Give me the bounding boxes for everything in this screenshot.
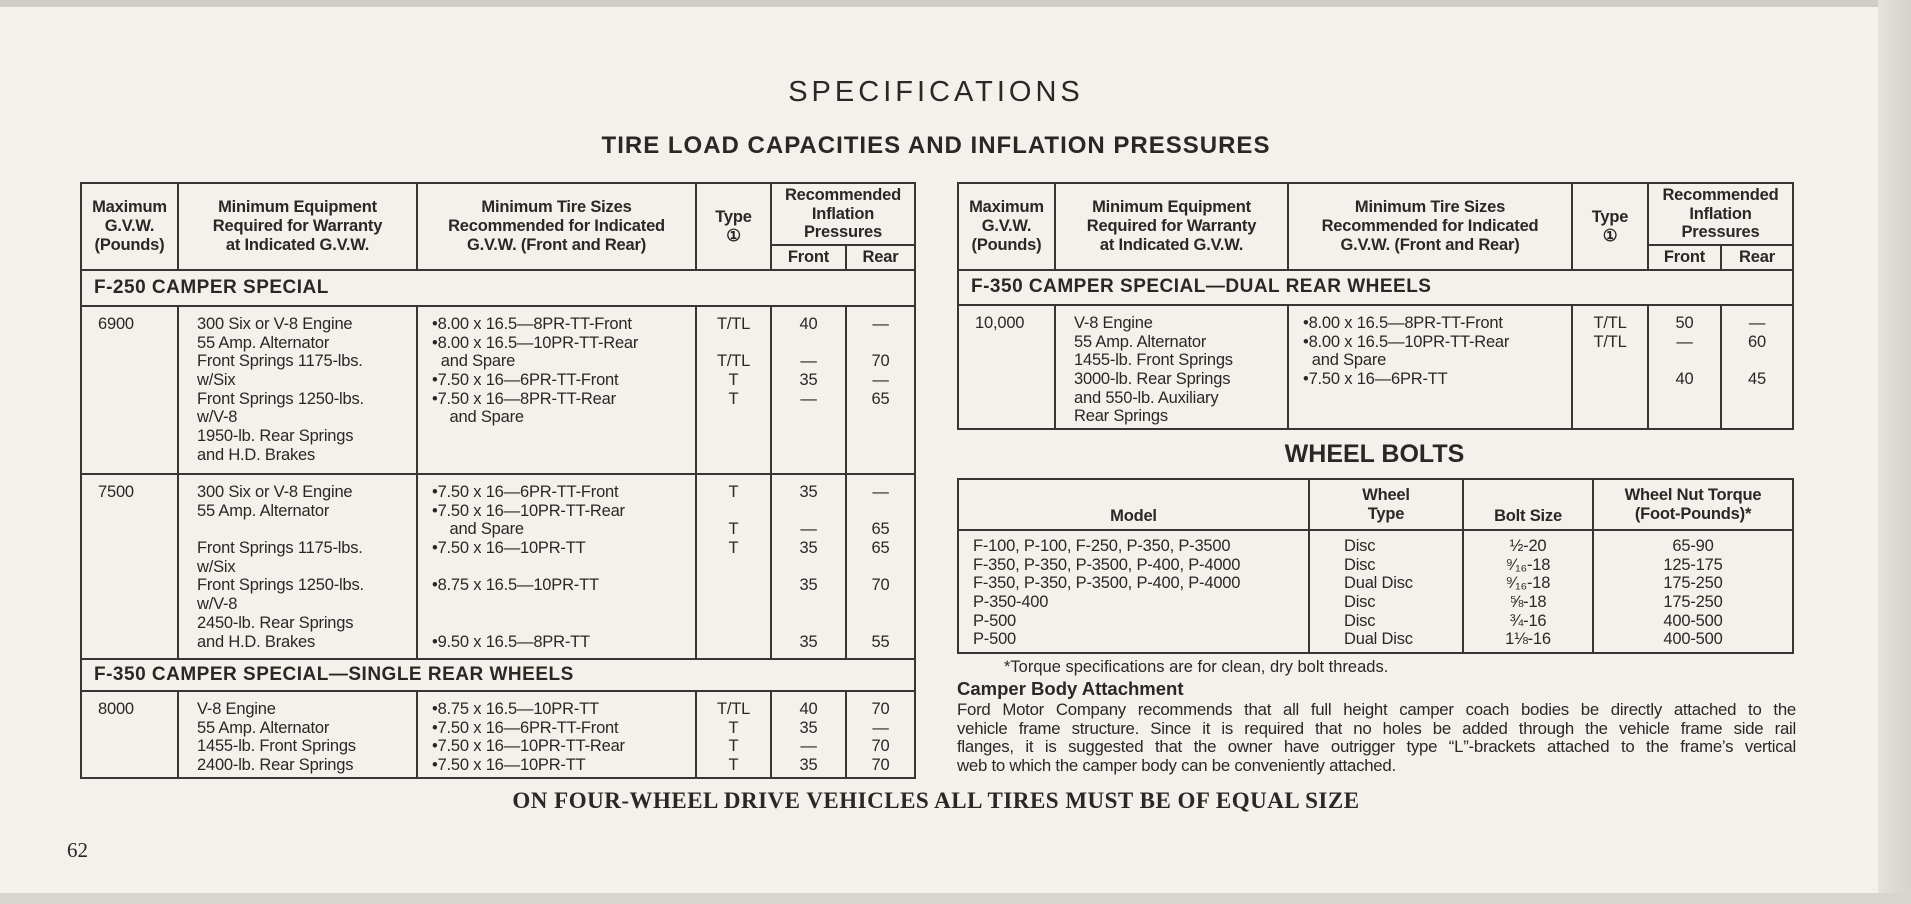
front-pressure-line: 40 [1675, 370, 1694, 389]
header-torque [1593, 479, 1793, 530]
equipment-cell [1055, 305, 1288, 429]
tire-sizes-line: •7.50 x 16—6PR-TT-Front [432, 371, 619, 390]
wheel-type-line: Disc [1344, 611, 1376, 630]
section-row [81, 270, 915, 306]
front-pressure-line: — [800, 352, 817, 371]
front-pressure-cell [1648, 305, 1721, 429]
gvw-cell: 10,000 [958, 305, 1055, 429]
header-min-equipment-line: Minimum Equipment [218, 198, 377, 217]
equipment-line: w/V-8 [197, 408, 238, 427]
torque-line: 65-90 [1672, 537, 1714, 555]
equipment-line [197, 520, 416, 539]
model-line: F-350, P-350, P-3500, P-400, P-4000 [973, 555, 1241, 574]
header-front: Front [1648, 245, 1721, 270]
tire-sizes-line: •7.50 x 16—10PR-TT-Rear [432, 737, 625, 756]
type-line: T [728, 520, 739, 539]
rear-pressure-line [847, 558, 914, 577]
section-row [81, 659, 915, 691]
header-max-gvw [81, 183, 178, 270]
gvw-cell: 6900 [81, 306, 178, 474]
equipment-line: and 550-lb. Auxiliary [1074, 388, 1219, 407]
equipment-cell [178, 474, 417, 659]
header-front: Front [771, 245, 846, 270]
rear-pressure-cell [846, 474, 915, 659]
tire-table-right [957, 182, 1794, 430]
rear-pressure-line: — [1748, 314, 1766, 332]
header-max-gvw-line: G.V.W. [104, 217, 155, 236]
tire-sizes-line: and Spare [1303, 351, 1387, 370]
front-pressure-line: 35 [799, 756, 818, 775]
tire-sizes-line [432, 595, 695, 614]
front-pressure-line: 35 [799, 371, 818, 390]
equipment-line: w/Six [197, 557, 236, 576]
type-footnote-marker: ① [1602, 226, 1618, 245]
header-inflation-pressures-line: Inflation [1689, 204, 1752, 223]
equipment-line: 55 Amp. Alternator [1074, 332, 1207, 351]
torque-cell [1593, 530, 1793, 653]
header-max-gvw-line: G.V.W. [981, 217, 1032, 236]
front-pressure-cell [771, 306, 846, 474]
model-line: P-500 [973, 611, 1017, 630]
tire-sizes-line: •8.75 x 16.5—10PR-TT [432, 700, 599, 718]
rear-pressure-line: 65 [871, 539, 890, 558]
front-pressure-line [772, 558, 845, 577]
equipment-line: 1455-lb. Front Springs [1074, 351, 1233, 370]
header-row [958, 183, 1793, 245]
header-max-gvw-line: (Pounds) [94, 235, 165, 254]
tire-sizes-line: •7.50 x 16—8PR-TT-Rear [432, 389, 616, 408]
equipment-line: 2450-lb. Rear Springs [197, 613, 354, 632]
header-max-gvw-line: (Pounds) [971, 235, 1042, 254]
page-number: 62 [67, 838, 88, 862]
header-torque-line: (Foot-Pounds)* [1634, 504, 1752, 523]
equipment-line: 1455-lb. Front Springs [197, 737, 356, 756]
type-line: T/TL [716, 700, 751, 718]
equipment-line: 55 Amp. Alternator [197, 501, 330, 520]
equipment-line: 300 Six or V-8 Engine [197, 483, 353, 501]
tire-sizes-line: •8.75 x 16.5—10PR-TT [432, 576, 599, 595]
tire-sizes-line [432, 614, 695, 633]
paragraph-line: web to which the camper body can be conveniently attached. [957, 756, 1396, 776]
equipment-line: w/Six [197, 371, 236, 390]
rear-pressure-cell [846, 306, 915, 474]
header-min-equipment-line: Minimum Equipment [1092, 198, 1251, 217]
front-pressure-line: 35 [799, 718, 818, 737]
rear-pressure-line: — [872, 315, 889, 333]
paragraph-line: flanges, it is suggested that the owner have outrigger type “L”-brackets attached to the frame’s vertical [957, 737, 1796, 757]
header-inflation-pressures [1648, 183, 1793, 245]
equipment-line: 55 Amp. Alternator [197, 333, 330, 352]
header-inflation-pressures-line: Pressures [1681, 223, 1760, 242]
front-pressure-line: 35 [799, 632, 818, 651]
type-cell [696, 306, 771, 474]
header-inflation-pressures-line: Pressures [803, 223, 882, 242]
header-rear: Rear [1721, 245, 1793, 270]
tire-table-left [80, 182, 916, 779]
tire-sizes-line: •8.00 x 16.5—8PR-TT-Front [432, 315, 632, 333]
front-pressure-line [772, 334, 845, 353]
type-line: T [728, 371, 739, 390]
header-inflation-pressures-line: Recommended [784, 185, 902, 204]
type-line [697, 502, 770, 521]
page-top-edge [0, 0, 1911, 7]
bolts-header-row [958, 479, 1793, 530]
tire-sizes-cell [1288, 305, 1572, 429]
equipment-cell [178, 691, 417, 778]
rear-pressure-line: 45 [1748, 370, 1766, 389]
equipment-line: and H.D. Brakes [197, 632, 316, 651]
tire-sizes-cell [417, 474, 696, 659]
tire-sizes-line: •9.50 x 16.5—8PR-TT [432, 632, 590, 651]
front-pressure-cell [771, 691, 846, 778]
front-pressure-cell [771, 474, 846, 659]
rear-pressure-line: 70 [871, 576, 890, 595]
type-cell [1572, 305, 1648, 429]
gvw-cell: 8000 [81, 691, 178, 778]
type-line: T/TL [1593, 332, 1627, 351]
header-torque-line: Wheel Nut Torque [1624, 485, 1762, 504]
header-type [1572, 183, 1648, 270]
header-wheel-type [1309, 479, 1463, 530]
bolt-size-line: ⅝-18 [1509, 593, 1547, 612]
tire-sizes-line: and Spare [432, 520, 524, 539]
header-type-label: Type [1591, 208, 1629, 226]
equipment-cell [178, 306, 417, 474]
header-min-tire-sizes-line: G.V.W. (Front and Rear) [466, 235, 647, 254]
torque-line: 175-250 [1663, 574, 1723, 593]
rear-pressure-line: 65 [871, 520, 890, 539]
header-min-equipment-line: at Indicated G.V.W. [225, 235, 370, 254]
header-min-equipment [1055, 183, 1288, 270]
rear-pressure-line [1722, 351, 1792, 370]
equipment-line: 300 Six or V-8 Engine [197, 315, 353, 333]
rear-pressure-line: 65 [871, 389, 890, 408]
gvw-cell: 7500 [81, 474, 178, 659]
type-line: T [728, 737, 739, 756]
header-type [696, 183, 771, 270]
section-row [958, 270, 1793, 305]
rear-pressure-line [847, 334, 914, 353]
type-line [697, 334, 770, 353]
wheel-type-line: Disc [1344, 593, 1376, 612]
equipment-line: 3000-lb. Rear Springs [1074, 370, 1231, 389]
tire-sizes-line: •7.50 x 16—10PR-TT [432, 756, 586, 775]
header-type-label: Type [715, 208, 752, 226]
front-pressure-line: — [800, 520, 817, 539]
section-title: F-350 CAMPER SPECIAL—DUAL REAR WHEELS [958, 270, 1793, 305]
camper-body-paragraph [957, 701, 1796, 776]
rear-pressure-line: — [872, 718, 889, 737]
bolt-size-line: ⁹⁄₁₆-18 [1505, 574, 1551, 593]
header-row [81, 183, 915, 245]
rear-pressure-line: 55 [871, 632, 890, 651]
equipment-line: V-8 Engine [197, 700, 276, 718]
equipment-line: V-8 Engine [1074, 314, 1153, 332]
four-wheel-drive-banner: ON FOUR-WHEEL DRIVE VEHICLES ALL TIRES MUST BE OF EQUAL SIZE [512, 788, 1360, 813]
type-line: T [728, 539, 739, 558]
header-model: Model [958, 479, 1309, 530]
header-min-tire-sizes [417, 183, 696, 270]
header-min-equipment-line: Required for Warranty [1086, 217, 1257, 236]
tire-sizes-line: •7.50 x 16—6PR-TT [1303, 370, 1448, 389]
table-row [958, 305, 1793, 429]
tire-sizes-line: •7.50 x 16—6PR-TT-Front [432, 718, 619, 737]
model-line: P-500 [973, 630, 1017, 649]
tire-sizes-cell [417, 306, 696, 474]
front-pressure-line [772, 502, 845, 521]
bolt-size-cell [1463, 530, 1593, 653]
front-pressure-line: 35 [799, 539, 818, 558]
header-bolt-size: Bolt Size [1463, 479, 1593, 530]
front-pressure-line: 35 [799, 483, 818, 501]
rear-pressure-line: 70 [871, 352, 890, 371]
equipment-line: and H.D. Brakes [197, 445, 316, 464]
front-pressure-line [1649, 351, 1720, 370]
type-line: T [728, 718, 739, 737]
header-min-tire-sizes-line: Minimum Tire Sizes [481, 198, 632, 217]
model-line: P-350-400 [973, 593, 1049, 612]
tire-sizes-line [432, 558, 695, 577]
rear-pressure-line: 70 [871, 700, 890, 718]
front-pressure-line: 40 [799, 700, 818, 718]
tire-sizes-line: and Spare [432, 408, 524, 427]
rear-pressure-cell [846, 691, 915, 778]
bolt-size-line: ¾-16 [1509, 611, 1547, 630]
front-pressure-line: 50 [1675, 314, 1694, 332]
header-max-gvw-line: Maximum [92, 198, 167, 217]
equipment-line: 2400-lb. Rear Springs [197, 756, 354, 775]
tire-sizes-line: •8.00 x 16.5—8PR-TT-Front [1303, 314, 1503, 332]
equipment-line: 1950-lb. Rear Springs [197, 427, 354, 446]
wheel-type-line: Dual Disc [1344, 630, 1413, 649]
model-line: F-100, P-100, F-250, P-350, P-3500 [973, 537, 1231, 555]
table-row [81, 691, 915, 778]
rear-pressure-line: 70 [871, 737, 890, 756]
torque-line: 400-500 [1663, 611, 1723, 630]
header-max-gvw [958, 183, 1055, 270]
section-title: F-350 CAMPER SPECIAL—SINGLE REAR WHEELS [81, 659, 915, 691]
equipment-line: Front Springs 1250-lbs. [197, 576, 364, 595]
header-min-tire-sizes-line: Recommended for Indicated [1321, 217, 1539, 236]
bolt-size-line: ⁹⁄₁₆-18 [1505, 555, 1551, 574]
header-inflation-pressures-line: Inflation [811, 204, 875, 223]
equipment-line: w/V-8 [197, 595, 238, 614]
front-pressure-line: — [800, 389, 817, 408]
header-min-equipment-line: Required for Warranty [212, 217, 383, 236]
tire-sizes-line: •8.00 x 16.5—10PR-TT-Rear [1303, 332, 1510, 351]
front-pressure-line: 35 [799, 576, 818, 595]
table-row [81, 306, 915, 474]
rear-pressure-line [847, 614, 914, 633]
wheel-type-line: Dual Disc [1344, 574, 1413, 593]
bolts-body [958, 530, 1793, 653]
wheel-bolts-table [957, 478, 1794, 654]
header-inflation-pressures [771, 183, 915, 245]
rear-pressure-cell [1721, 305, 1793, 429]
type-footnote-marker: ① [726, 226, 741, 245]
wheel-type-line: Disc [1344, 555, 1376, 574]
type-line: T [728, 756, 739, 775]
torque-footnote: *Torque specifications are for clean, dry bolt threads. [1004, 658, 1389, 676]
header-min-tire-sizes-line: Minimum Tire Sizes [1354, 198, 1506, 217]
paragraph-line: vehicle frame structure. Since it is required that no holes be added through the vehicle frame side rail [957, 718, 1796, 738]
tire-sizes-line: •7.50 x 16—6PR-TT-Front [432, 483, 619, 501]
torque-line: 175-250 [1663, 593, 1723, 612]
rear-pressure-line: 60 [1748, 332, 1766, 351]
header-inflation-pressures-line: Recommended [1662, 185, 1779, 204]
page-subtitle: TIRE LOAD CAPACITIES AND INFLATION PRESSURES [601, 132, 1271, 159]
rear-pressure-line [847, 595, 914, 614]
table-row [81, 474, 915, 659]
front-pressure-line: 40 [799, 315, 818, 333]
rear-pressure-line: 70 [871, 756, 890, 775]
type-line: T/TL [716, 352, 751, 371]
wheel-type-cell [1309, 530, 1463, 653]
page-binding-edge [1878, 0, 1911, 904]
equipment-line: Front Springs 1175-lbs. [197, 539, 363, 558]
torque-line: 125-175 [1663, 555, 1723, 574]
header-min-tire-sizes-line: G.V.W. (Front and Rear) [1340, 235, 1520, 254]
equipment-line: 55 Amp. Alternator [197, 718, 330, 737]
tire-sizes-line: •8.00 x 16.5—10PR-TT-Rear [432, 333, 639, 352]
page-title: SPECIFICATIONS [788, 76, 1084, 108]
type-line: T [728, 389, 739, 408]
front-pressure-line: — [1676, 332, 1693, 351]
equipment-line: Front Springs 1250-lbs. [197, 389, 364, 408]
torque-line: 400-500 [1663, 630, 1723, 649]
bolt-size-line: 1⅛-16 [1505, 630, 1551, 649]
header-min-tire-sizes-line: Recommended for Indicated [448, 217, 665, 236]
wheel-type-line: Disc [1344, 537, 1376, 555]
type-line: T/TL [716, 315, 751, 333]
header-min-equipment [178, 183, 417, 270]
rear-pressure-line: — [872, 371, 889, 390]
paragraph-line: Ford Motor Company recommends that all full height camper coach bodies be directly attached to the [957, 700, 1796, 719]
page-bottom-edge [0, 893, 1911, 904]
type-line: T [728, 483, 739, 501]
tire-sizes-cell [417, 691, 696, 778]
camper-body-heading: Camper Body Attachment [957, 678, 1184, 699]
bolt-size-line: ½-20 [1509, 537, 1547, 555]
model-cell [958, 530, 1309, 653]
tire-sizes-line: •7.50 x 16—10PR-TT-Rear [432, 501, 625, 520]
equipment-line: Front Springs 1175-lbs. [197, 352, 363, 371]
wheel-bolts-title: WHEEL BOLTS [1284, 440, 1465, 468]
header-rear: Rear [846, 245, 915, 270]
model-line: F-350, P-350, P-3500, P-400, P-4000 [973, 574, 1241, 593]
rear-pressure-line: — [872, 483, 889, 501]
front-pressure-line [772, 595, 845, 614]
rear-pressure-line [847, 502, 914, 521]
header-wheel-type-line: Wheel [1362, 485, 1410, 504]
tire-sizes-line: and Spare [432, 352, 516, 371]
header-min-tire-sizes [1288, 183, 1572, 270]
type-cell [696, 691, 771, 778]
front-pressure-line [772, 614, 845, 633]
type-cell [696, 474, 771, 659]
header-min-equipment-line: at Indicated G.V.W. [1099, 235, 1244, 254]
type-line: T/TL [1593, 314, 1627, 332]
equipment-line: Rear Springs [1074, 407, 1168, 426]
section-title: F-250 CAMPER SPECIAL [81, 270, 915, 306]
header-max-gvw-line: Maximum [969, 198, 1044, 217]
tire-sizes-line: •7.50 x 16—10PR-TT [432, 539, 586, 558]
header-wheel-type-line: Type [1367, 504, 1405, 523]
front-pressure-line: — [800, 737, 817, 756]
